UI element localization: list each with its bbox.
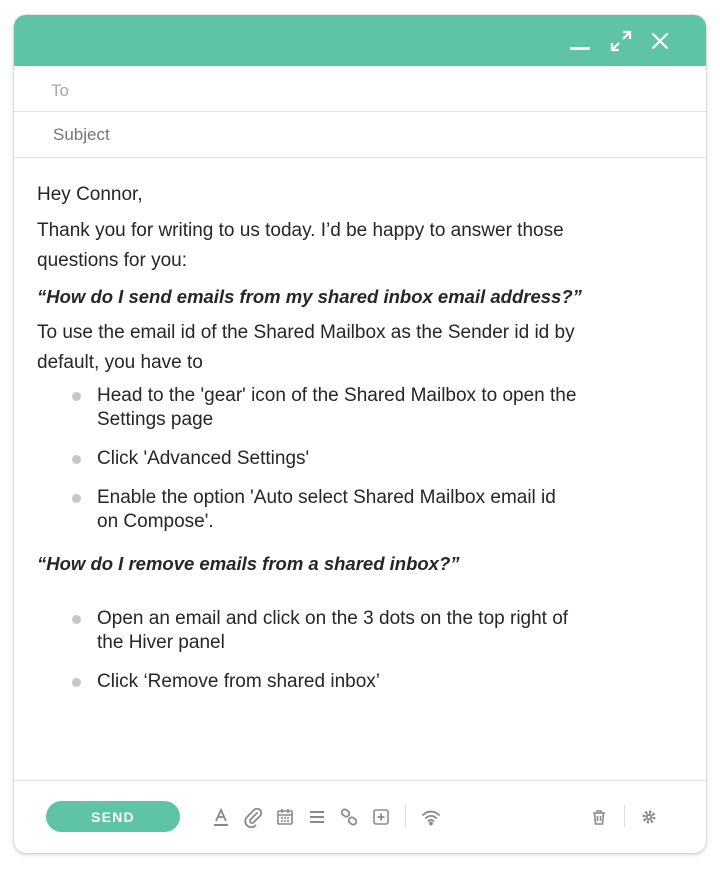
- intro-paragraph: Thank you for writing to us today. I’d be happy to answer those questions for you:: [37, 220, 564, 271]
- question-heading: “How do I send emails from my shared inbox email address?”: [37, 286, 582, 307]
- answer-paragraph: To use the email id of the Shared Mailbox as the Sender id id by default, you have to: [37, 322, 575, 373]
- subject-input[interactable]: [51, 118, 686, 152]
- attachment-icon[interactable]: [242, 806, 264, 828]
- steps-list: [37, 607, 637, 694]
- subject-field: [14, 112, 706, 158]
- align-icon[interactable]: [306, 806, 328, 828]
- expand-icon[interactable]: [608, 28, 634, 54]
- send-button[interactable]: SEND: [46, 801, 180, 832]
- calendar-icon[interactable]: [274, 806, 296, 828]
- minimize-icon[interactable]: [567, 28, 593, 54]
- trash-icon[interactable]: [588, 806, 610, 828]
- list-item: Open an email and click on the 3 dots on the top right of the Hiver panel: [97, 607, 577, 655]
- steps-list: [37, 384, 637, 534]
- to-input[interactable]: [94, 72, 686, 106]
- link-icon[interactable]: [338, 806, 360, 828]
- compose-toolbar: [14, 780, 706, 853]
- toolbar-separator: [624, 805, 625, 827]
- list-item: Head to the 'gear' icon of the Shared Mailbox to open the Settings page: [97, 385, 577, 430]
- close-icon[interactable]: [647, 28, 673, 54]
- compose-header: [14, 15, 706, 66]
- greeting: Hey Connor,: [37, 184, 143, 205]
- gear-icon[interactable]: [638, 806, 660, 828]
- question-heading: “How do I remove emails from a shared inbox?”: [37, 553, 460, 574]
- text-format-icon[interactable]: [210, 806, 232, 828]
- wifi-icon[interactable]: [420, 806, 442, 828]
- message-body[interactable]: [37, 180, 637, 709]
- to-label: To: [51, 81, 69, 100]
- list-item: Click ‘Remove from shared inbox’: [97, 670, 577, 694]
- list-item: Enable the option 'Auto select Shared Mailbox email id on Compose'.: [97, 486, 577, 534]
- insert-icon[interactable]: [370, 806, 392, 828]
- list-item: Click 'Advanced Settings': [97, 447, 577, 471]
- toolbar-separator: [405, 805, 406, 827]
- to-field: [14, 66, 706, 112]
